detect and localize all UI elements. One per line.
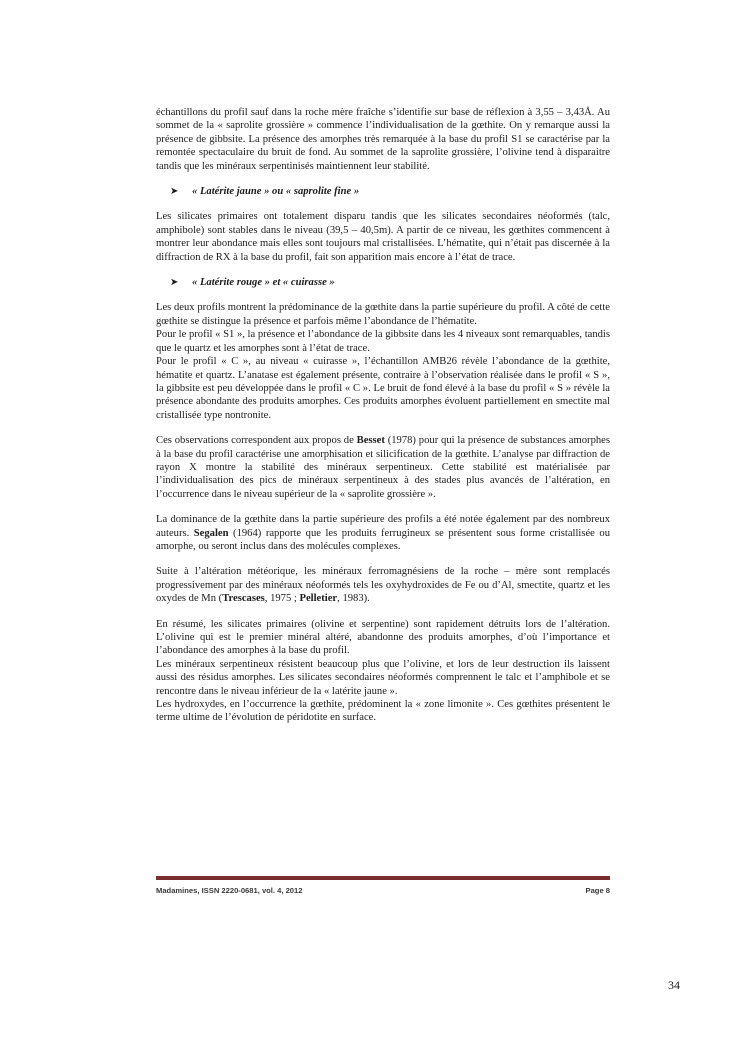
paragraph: échantillons du profil sauf dans la roche mère fraîche s’identifie sur base de réflexion à 3,55 – 3,43Å. Au sommet de la « saprolite grossière » commence l’individualisation de la gœthite. On y remarque aussi la présence de gibbsite. La présence des amorphes très remarquée à la base du profil S1 se caractérise par la remontée spectaculaire du bruit de fond. Au sommet de la saprolite grossière, l’olivine tend à disparaitre tandis que les minéraux serpentinisés maintiennent leur stabilité. [156, 107, 610, 172]
text-run: La dominance de la gœthite dans la partie supérieure des profils a été notée également par des nombreux auteurs. [156, 514, 610, 539]
journal-citation: Madamines, ISSN 2220-0681, vol. 4, 2012 [156, 886, 303, 895]
heading-text: « Latérite jaune » ou « saprolite fine » [192, 186, 360, 198]
arrow-bullet-icon: ➤ [170, 277, 179, 289]
paragraph: Les silicates primaires ont totalement disparu tandis que les silicates secondaires néoformés (talc, amphibole) sont stables dans le niveau (39,5 – 40,5m). A partir de ce niveau, les gœthites commencent à montrer leur abondance mais elles sont toujours mal cristallisées. L’hématite, qui n’était pas discernée à la diffraction de RX à la base du profil, fait son apparition mais encore à l’état de trace. [156, 211, 610, 263]
page-footer [156, 886, 610, 895]
author-name: Trescases [222, 593, 265, 605]
author-name: Segalen [193, 527, 229, 539]
paragraph [156, 565, 610, 605]
text-run: (1964) rapporte que les produits ferrugineux se présentent sous forme cristallisée ou amorphe, ou seront inclus dans des molécules complexes. [156, 527, 611, 552]
section-heading [170, 185, 610, 198]
text-run: , 1975 ; [264, 593, 300, 605]
paragraph: Pour le profil « S1 », la présence et l’abondance de la gibbsite dans les 4 niveaux sont remarquables, tandis que le quartz et les amorphes sont à l’état de trace. [156, 329, 610, 354]
paragraph: Pour le profil « C », au niveau « cuirasse », l’échantillon AMB26 révèle l’abondance de la gœthite, hématite et quartz. L’anatase est également présente, contraire à l’observation réalisée dans le profil « S », la gibbsite est peu développée dans le profil « C ». Le bruit de fond élevé à la base du profil « S » révèle la présence abondante des produits amorphes. Ces produits amorphes évoluent partiellement en smectite mal cristallisée type nontronite. [156, 356, 610, 421]
text-run: (1978) pour qui la présence de substances amorphes à la base du profil caractérise une amorphisation et silicification de la gœthite. L’analyse par diffraction de rayon X montre la stabilité des minéraux serpentineux. Cette stabilité est matérialisée par l’individualisation des pics de minéraux serpentineux à des stades plus avancés de l’altération, en l’occurrence dans le niveau supérieur de la « saprolite grossière ». [156, 435, 610, 500]
paragraph: Les deux profils montrent la prédominance de la gœthite dans la partie supérieure du profil. A côté de cette gœthite se distingue la présence et parfois même l’abondance de l’hématite. [156, 302, 610, 327]
paragraph: Les hydroxydes, en l’occurrence la gœthite, prédominent la « zone limonite ». Ces gœthites présentent le terme ultime de l’évolution de péridotite en surface. [156, 699, 610, 724]
paragraph: En résumé, les silicates primaires (olivine et serpentine) sont rapidement détruits lors de l’altération. L’olivine qui est le premier minéral altéré, abandonne des produits amorphes, d’où l’importance et l’abondance des amorphes à la base du profil. [156, 618, 610, 657]
page-number: 34 [668, 978, 680, 992]
text-run: Ces observations correspondent aux propos de [156, 435, 357, 447]
paragraph [156, 434, 610, 501]
text-run: Suite à l’altération météorique, les minéraux ferromagnésiens de la roche – mère sont remplacés progressivement par des minéraux néoformés tels les oxyhydroxides de Fe ou d’Al, smectite, quartz et les oxydes de Mn ( [156, 566, 610, 605]
section-heading [170, 276, 610, 289]
heading-text: « Latérite rouge » et « cuirasse » [192, 277, 335, 289]
text-run: , 1983). [337, 593, 370, 605]
footer-rule [156, 876, 610, 880]
author-name: Pelletier [299, 593, 338, 605]
article-body [156, 106, 610, 725]
paragraph: Les minéraux serpentineux résistent beaucoup plus que l’olivine, et lors de leur destruction ils laissent aussi des résidus amorphes. Les silicates secondaires néoformés comprennent le talc et l’amphibole et se rencontre dans le niveau inférieur de la « latérite jaune ». [156, 658, 610, 697]
author-name: Besset [356, 435, 385, 447]
arrow-bullet-icon: ➤ [170, 186, 179, 198]
footer-page-label: Page 8 [585, 886, 610, 895]
paragraph [156, 513, 610, 553]
